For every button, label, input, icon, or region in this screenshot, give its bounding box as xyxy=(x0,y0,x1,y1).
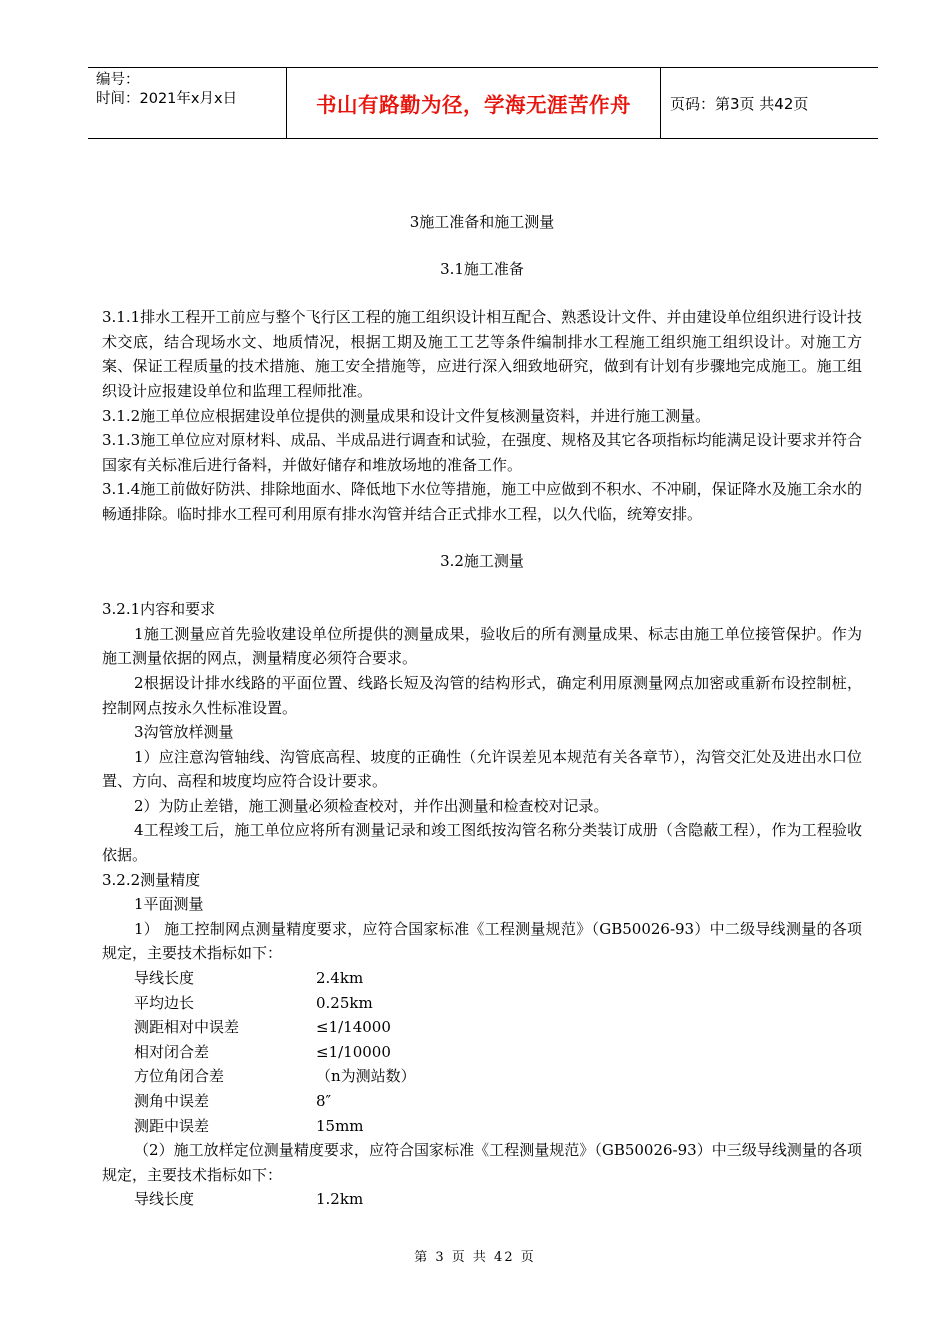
spec-key: 测角中误差 xyxy=(134,1092,210,1110)
spec-row xyxy=(102,1089,862,1114)
spec-key: 测距相对中误差 xyxy=(134,1018,240,1037)
item-plane-survey: 1平面测量 xyxy=(134,895,204,914)
spec-key: 导线长度 xyxy=(134,969,195,988)
paragraph-3-1-4: 3.1.4施工前做好防洪、排除地面水、降低地下水位等措施，施工中应做到不积水、不冲刷，保证降水及施工余水的畅通排除。临时排水工程可利用原有排水沟管并结合正式排水工程，以久代临，统筹安排。 xyxy=(102,480,862,523)
item-3-1: 1）应注意沟管轴线、沟管底高程、坡度的正确性（允许误差见本规范有关各章节），沟管交汇处及进出水口位置、方向、高程和坡度均应符合设计要求。 xyxy=(102,747,862,791)
header-slogan: 书山有路勤为径，学海无涯苦作舟 xyxy=(316,93,631,117)
spec-key: 相对闭合差 xyxy=(134,1042,210,1061)
item-4: 4工程竣工后，施工单位应将所有测量记录和竣工图纸按沟管名称分类装订成册（含隐蔽工程），作为工程验收依据。 xyxy=(102,821,862,865)
spec-value: 2.4km xyxy=(316,969,364,988)
spec-row xyxy=(102,1015,862,1040)
spec-key: 平均边长 xyxy=(134,993,195,1012)
item-1: 1施工测量应首先验收建设单位所提供的测量成果，验收后的所有测量成果、标志由施工单位接管保护。作为施工测量依据的网点，测量精度必须符合要求。 xyxy=(102,624,862,668)
subsection-3-2-1: 3.2.1内容和要求 xyxy=(102,600,216,619)
spec-key: 测距中误差 xyxy=(134,1116,210,1135)
spec-value: ≤1/10000 xyxy=(316,1042,391,1061)
spec-value: 0.25km xyxy=(316,993,373,1012)
spec-row xyxy=(102,1187,862,1212)
header-meta xyxy=(88,68,287,138)
page-header xyxy=(88,67,878,139)
spec-value: 8″ xyxy=(316,1092,332,1110)
doc-time-label: 时间：2021年x月x日 xyxy=(96,91,238,107)
page-footer: 第 3 页 共 42 页 xyxy=(414,1250,536,1265)
spec-value: （n为测站数） xyxy=(316,1067,416,1086)
spacer xyxy=(102,573,862,597)
item-3: 3沟管放样测量 xyxy=(134,723,234,742)
item-2: 2根据设计排水线路的平面位置、线路长短及沟管的结构形式，确定利用原测量网点加密或重新布设控制桩，控制网点按永久性标准设置。 xyxy=(102,673,862,717)
header-page-label: 页码：第3页 共42页 xyxy=(670,94,809,113)
spec-row xyxy=(102,1040,862,1065)
section-3-2-title: 3.2施工测量 xyxy=(440,551,524,570)
item-plane-survey-1: 1） 施工控制网点测量精度要求，应符合国家标准《工程测量规范》（GB50026-93）中二级导线测量的各项规定，主要技术指标如下： xyxy=(102,919,862,963)
spec-value: 1.2km xyxy=(316,1190,364,1209)
subsection-3-2-2: 3.2.2测量精度 xyxy=(102,870,201,889)
document-body xyxy=(102,204,862,1212)
spec-row xyxy=(102,966,862,991)
item-3-2: 2）为防止差错，施工测量必须检查校对，并作出测量和检查校对记录。 xyxy=(134,796,609,815)
header-page-cell xyxy=(661,68,878,138)
spec-row xyxy=(102,991,862,1016)
spec-key: 导线长度 xyxy=(134,1190,195,1209)
paragraph-3-1-3: 3.1.3施工单位应对原材料、成品、半成品进行调查和试验，在强度、规格及其它各项指标均能满足设计要求并符合国家有关标准后进行备料，并做好储存和堆放场地的准备工作。 xyxy=(102,431,862,474)
spec-key: 方位角闭合差 xyxy=(134,1067,225,1086)
chapter-title: 3施工准备和施工测量 xyxy=(409,213,555,231)
paragraph-3-1-2: 3.1.2施工单位应根据建设单位提供的测量成果和设计文件复核测量资料，并进行施工测量。 xyxy=(102,406,711,425)
spec-value: ≤1/14000 xyxy=(316,1018,391,1037)
spec-row xyxy=(102,1114,862,1139)
header-slogan-cell xyxy=(287,68,661,138)
section-3-1-title: 3.1施工准备 xyxy=(440,259,524,278)
item-plane-survey-2: （2）施工放样定位测量精度要求，应符合国家标准《工程测量规范》（GB50026-93）中三级导线测量的各项规定，主要技术指标如下： xyxy=(102,1141,862,1184)
doc-number-label: 编号： xyxy=(96,72,140,88)
paragraph-3-1-1: 3.1.1排水工程开工前应与整个飞行区工程的施工组织设计相互配合、熟悉设计文件、并由建设单位组织进行设计技术交底，结合现场水文、地质情况，根据工期及施工工艺等条件编制排水工程施工组织施工组织设计。对施工方案、保证工程质量的技术措施、施工安全措施等，应进行深入细致地研究，做到有计划有步骤地完成施工。施工组织设计应报建设单位和监理工程师批准。 xyxy=(102,308,862,400)
spec-value: 15mm xyxy=(316,1116,364,1135)
spec-row xyxy=(102,1064,862,1089)
spacer xyxy=(102,281,862,305)
